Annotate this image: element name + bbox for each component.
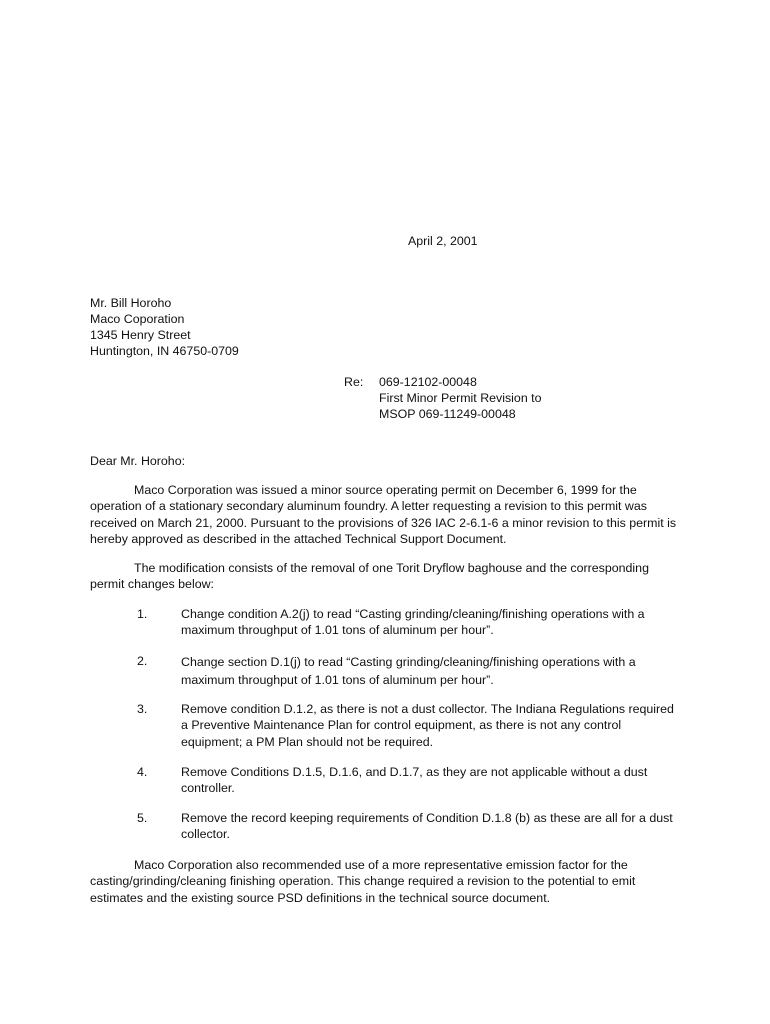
reference-revision-title: First Minor Permit Revision to: [379, 391, 542, 405]
list-item-text: [181, 606, 645, 639]
paragraph-line: Maco Corporation also recommended use of a more representative emission factor for the: [134, 858, 628, 872]
paragraph-line: operation of a stationary secondary aluminum foundry. A letter requesting a revision to this permit was: [90, 499, 647, 514]
paragraph-line: casting/grinding/cleaning finishing operation. This change required a revision to the potential to emit: [90, 874, 636, 889]
reference-permit-number: 069-12102-00048: [379, 375, 477, 389]
paragraph-permit-issued: [90, 482, 690, 547]
list-item-line: controller.: [181, 781, 235, 796]
list-item-number: 5.: [137, 811, 148, 825]
paragraph-line: estimates and the existing source PSD definitions in the technical source document.: [90, 890, 551, 905]
list-item-text: [181, 701, 674, 750]
list-item-line: Change section D.1(j) to read “Casting grinding/cleaning/finishing operations with a: [181, 655, 636, 669]
recipient-city: Huntington, IN 46750-0709: [90, 344, 239, 358]
list-item-number: 4.: [137, 765, 148, 779]
list-item-line: equipment; a PM Plan should not be required.: [181, 734, 434, 749]
recipient-company: Maco Coporation: [90, 312, 185, 326]
list-item-line: maximum throughput of 1.01 tons of aluminum per hour”.: [181, 623, 494, 638]
recipient-name: Mr. Bill Horoho: [90, 296, 172, 310]
paragraph-line: The modification consists of the removal of one Torit Dryflow baghouse and the corresponding: [134, 561, 649, 575]
reference-msop-number: MSOP 069-11249-00048: [379, 407, 516, 421]
list-item-text: [181, 653, 636, 689]
paragraph-line: received on March 21, 2000. Pursuant to the provisions of 326 IAC 2-6.1-6 a minor revision to this permit is: [90, 515, 677, 530]
list-item-line: Remove condition D.1.2, as there is not a dust collector. The Indiana Regulations required: [181, 702, 674, 716]
paragraph-line: hereby approved as described in the attached Technical Support Document.: [90, 531, 507, 546]
paragraph-line: permit changes below:: [90, 577, 214, 592]
reference-label: Re:: [344, 375, 364, 389]
list-item-number: 3.: [137, 702, 148, 716]
list-item-number: 2.: [137, 654, 148, 668]
list-item-text: [181, 764, 647, 797]
paragraph-modification: [90, 560, 690, 593]
list-item-line: Remove the record keeping requirements of Condition D.1.8 (b) as these are all for a dust: [181, 811, 673, 825]
list-item-line: Change condition A.2(j) to read “Casting grinding/cleaning/finishing operations with a: [181, 607, 645, 621]
recipient-street: 1345 Henry Street: [90, 328, 191, 342]
list-item-line: Remove Conditions D.1.5, D.1.6, and D.1.7, as they are not applicable without a dust: [181, 765, 648, 779]
paragraph-line: Maco Corporation was issued a minor source operating permit on December 6, 1999 for the: [134, 483, 637, 497]
paragraph-emission-factor: [90, 857, 690, 906]
list-item-text: [181, 810, 673, 843]
letter-date: April 2, 2001: [408, 234, 478, 248]
list-item-number: 1.: [137, 607, 148, 621]
list-item-line: collector.: [181, 827, 230, 842]
list-item-line: a Preventive Maintenance Plan for control equipment, as there is not any control: [181, 718, 622, 733]
list-item-line: maximum throughput of 1.01 tons of aluminum per hour”.: [181, 673, 494, 687]
salutation: Dear Mr. Horoho:: [90, 454, 186, 468]
